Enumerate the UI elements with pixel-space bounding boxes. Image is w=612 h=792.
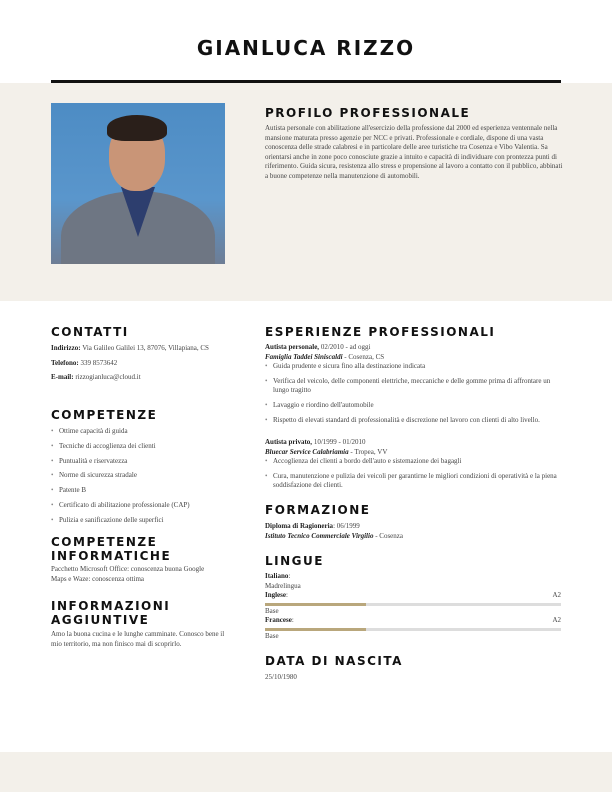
profile-photo [51,103,225,264]
language-name: Italiano [265,572,289,580]
job-role: Autista privato, [265,438,313,446]
school: Istituto Tecnico Commerciale Virgilio [265,531,374,540]
degree: Diploma di Ragioneria [265,522,334,530]
candidate-name: GIANLUCA RIZZO [196,36,416,60]
languages-heading: LINGUE [265,554,324,568]
education-heading: FORMAZIONE [265,503,371,517]
phone-label: Telefono: [51,358,79,367]
list-item: • Puntualità e riservatezza [51,457,241,467]
phone-value: 339 8573642 [80,358,118,367]
language-name: Francese [265,616,292,624]
list-item: • Pulizia e sanificazione delle superfici [51,516,241,526]
languages-block: Italiano: Madrelingua Inglese: A2 Base Francese: A2 Base [265,572,561,640]
it-skills-heading: COMPETENZE INFORMATICHE [51,535,172,563]
footer-band [0,752,612,792]
language-level: A2 [552,591,561,599]
email-value[interactable]: rizzogianluca@cloud.it [75,373,141,381]
list-item: • Certificato di abilitazione professionale (CAP) [51,501,241,511]
education-block [265,522,565,541]
list-item: • Guida prudente e sicura fino alla destinazione indicata [265,362,565,372]
skills-list [51,427,241,531]
email-label: E-mail: [51,373,74,381]
list-item: • Norme di sicurezza stradale [51,471,241,481]
it-skills-text: Pacchetto Microsoft Office: conoscenza buona Google Maps e Waze: conoscenza ottima [51,565,205,583]
address-value: Via Galileo Galilei 13, 87076, Villapiana, CS [82,344,209,352]
birth-date: 25/10/1980 [265,673,297,681]
job-place: - Cosenza, CS [344,352,385,361]
address-label: Indirizzo: [51,344,81,352]
language-note: Madrelingua [265,581,301,590]
experience-heading: ESPERIENZE PROFESSIONALI [265,325,496,339]
job-place: - Tropea, VV [350,447,388,456]
list-item: • Rispetto di elevati standard di professionalità e discrezione nel lavoro con clienti di alto livello. [265,416,565,426]
job-company: Famiglia Taddei Siniscaldi [265,352,343,361]
language-level: A2 [552,616,561,624]
language-note: Base [265,606,279,615]
list-item: • Lavaggio e riordino dell'automobile [265,401,565,411]
job-dates: 02/2010 - ad oggi [320,343,371,351]
list-item: • Verifica del veicolo, delle componenti elettriche, meccaniche e delle gomme prima di affrontare un lungo tragitto [265,377,565,396]
list-item: • Patente B [51,486,241,496]
contacts-block [51,344,221,383]
list-item: • Accoglienza dei clienti a bordo dell'auto e sistemazione dei bagagli [265,457,565,467]
list-item: • Cura, manutenzione e pulizia dei veicoli per garantirne le migliori condizioni di operatività e la piena soddisfazione dei clienti. [265,472,565,491]
profile-text: Autista personale con abilitazione all'esercizio della professione dal 2000 ed esperienza ventennale nella mansione maturata presso agenzie per NCC e privati. Professionale e cordiale, dispone di una vasta conoscenza delle strade calabresi e in particolare delle aree turistiche tra Cosenza e Vibo Valentia. Sa orientarsi anche in zone poco conosciute grazie a intuito e capacità di individuare con prontezza punti di riferimento. Guida sicura, resistenza allo stress e propensione al lavoro a contatto con il pubblico, abbinati a buone competenze nella manutenzione di automobili. [265,124,563,180]
list-item: • Tecniche di accoglienza dei clienti [51,442,241,452]
job-2 [265,438,565,496]
skills-heading: COMPETENZE [51,408,158,422]
job-company: Bluecar Service Calabriamia [265,447,349,456]
language-progress [265,603,561,606]
extra-text: Amo la buona cucina e le lunghe camminate. Conosco bene il mio territorio, ma non finisco mai di scoprirlo. [51,630,225,648]
language-name: Inglese [265,591,286,599]
job-1 [265,343,565,431]
list-item: • Ottime capacità di guida [51,427,241,437]
language-note: Base [265,631,279,640]
profile-heading: PROFILO PROFESSIONALE [265,106,471,120]
job-dates: 10/1999 - 01/2010 [313,438,366,446]
birth-heading: DATA DI NASCITA [265,654,403,668]
school-place: - Cosenza [375,531,403,540]
degree-date: : 06/1999 [333,522,360,530]
extra-heading: INFORMAZIONI AGGIUNTIVE [51,599,171,627]
contacts-heading: CONTATTI [51,325,129,339]
language-progress [265,628,561,631]
job-role: Autista personale, [265,343,320,351]
